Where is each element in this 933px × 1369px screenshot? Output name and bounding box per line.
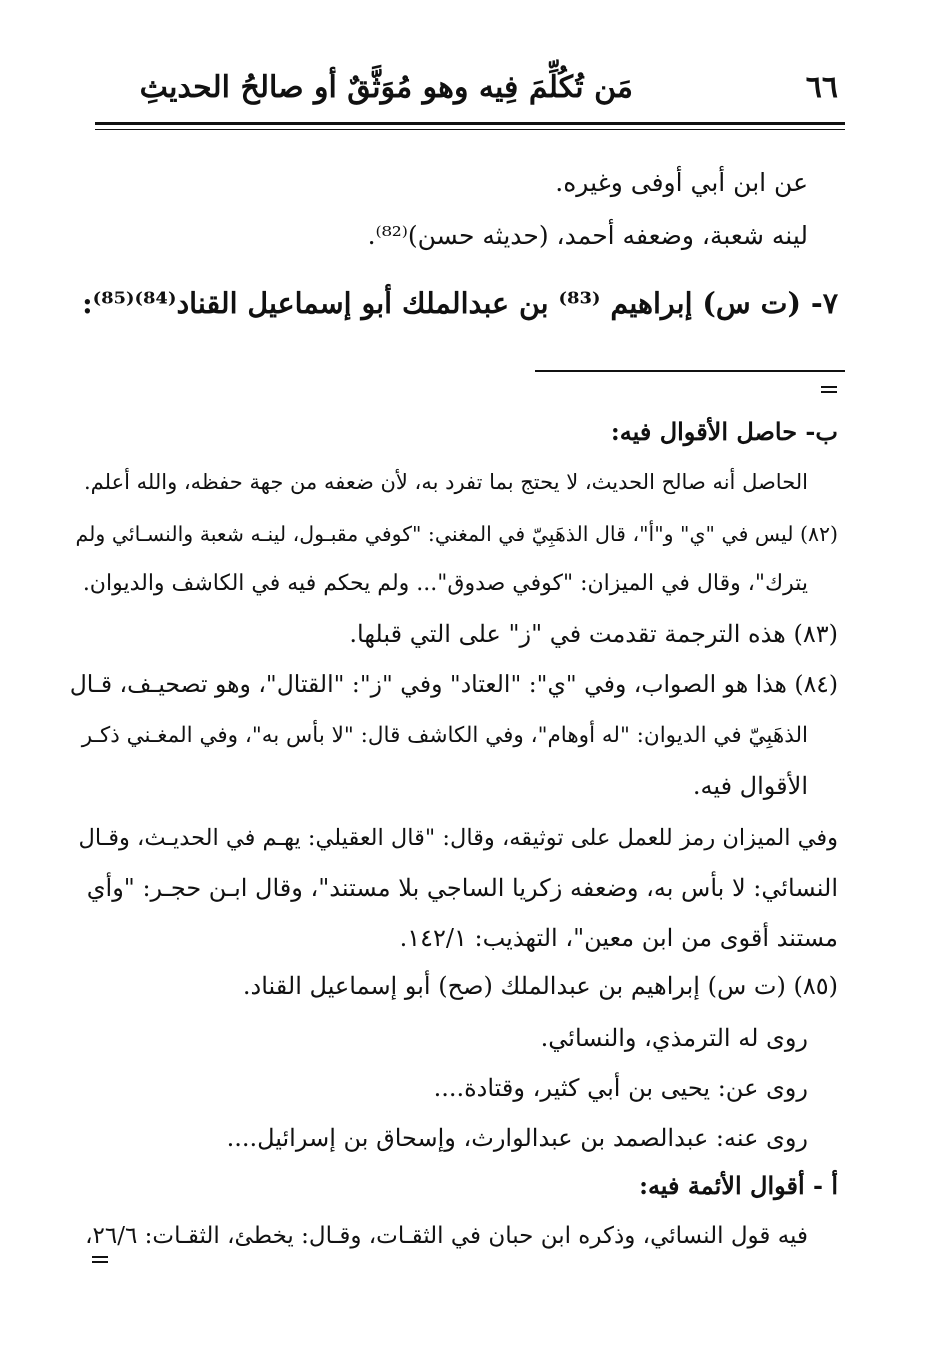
section-b-heading: ب- حاصل الأقوال فيه:: [610, 417, 838, 446]
footnote-85-line-1: (٨٥) (ت س) إبراهيم بن عبدالملك (صح) أبو إسماعيل القناد.: [242, 972, 838, 1000]
footnote-82-line-1: (٨٢) ليس في "ي" و"أ"، قال الذهَبِيّ في المغني: "كوفي مقبـول، لينـه شعبة والنسـائي ولم: [75, 522, 838, 546]
footnote-84-line-3: الأقوال فيه.: [692, 772, 808, 800]
section-a-text: فيه قول النسائي، وذكره ابن حبان في الثقـات، وقـال: يخطئ، الثقـات: ٢٦/٦،: [85, 1223, 808, 1249]
running-header-title: مَن تُكُلِّمَ فِيه وهو مُوَثَّقٌ أو صالحُ الحديثِ: [139, 70, 633, 105]
footnote-84-line-4: وفي الميزان رمز للعمل على توثيقه، وقال: "قال العقيلي: يهـم في الحديـث، وقـال: [78, 825, 838, 851]
footnote-84-line-2: الذهَبِيّ في الديوان: "له أوهام"، وفي الكاشف قال: "لا بأس به"، وفي المغـني ذكـر: [81, 723, 808, 748]
header-rule-thick: [95, 122, 845, 125]
footnote-82-line-2: يترك"، وقال في الميزان: "كوفي صدوق"... ولم يحكم فيه في الكاشف والديوان.: [82, 571, 808, 596]
footnote-85-line-2: روى له الترمذي، والنسائي.: [540, 1024, 808, 1052]
continuation-marker-bottom: [92, 1256, 108, 1263]
page-number: ٦٦: [805, 70, 838, 105]
continuation-marker-top: [821, 386, 837, 393]
section-b-text: الحاصل أنه صالح الحديث، لا يحتج بما تفرد به، لأن ضعفه من جهة حفظه، والله أعلم.: [84, 470, 808, 494]
entry-heading: ٧- (ت س) إبراهيم ⁽⁸³⁾ بن عبدالملك أبو إسماعيل القناد⁽⁸⁴⁾⁽⁸⁵⁾:: [82, 286, 838, 320]
body-line-1: عن ابن أبي أوفى وغيره.: [555, 168, 808, 197]
header-rule-thin: [95, 129, 845, 130]
footnote-84-line-5: النسائي: لا بأس به، وضعفه زكريا الساجي بلا مستند"، وقال ابـن حجـر: "وأي: [86, 874, 838, 902]
section-a-heading: أ - أقوال الأئمة فيه:: [639, 1171, 838, 1200]
footnote-85-line-3: روى عن: يحيى بن أبي كثير، وقتادة....: [433, 1074, 808, 1102]
footnote-84-line-6: مستند أقوى من ابن معين"، التهذيب: ١٤٢/١.: [399, 924, 838, 952]
footnote-83: (٨٣) هذه الترجمة تقدمت في "ز" على التي قبلها.: [349, 620, 838, 648]
footnote-85-line-4: روى عنه: عبدالصمد بن عبدالوارث، وإسحاق بن إسرائيل....: [226, 1124, 808, 1152]
body-line-2: لينه شعبة، وضعفه أحمد، (حديثه حسن)⁽⁸²⁾.: [367, 221, 808, 250]
footnote-separator: [535, 370, 845, 372]
footnote-84-line-1: (٨٤) هذا هو الصواب، وفي "ي": "العتاد" وفي "ز": "القتال"، وهو تصحيـف، قـال: [69, 670, 838, 698]
